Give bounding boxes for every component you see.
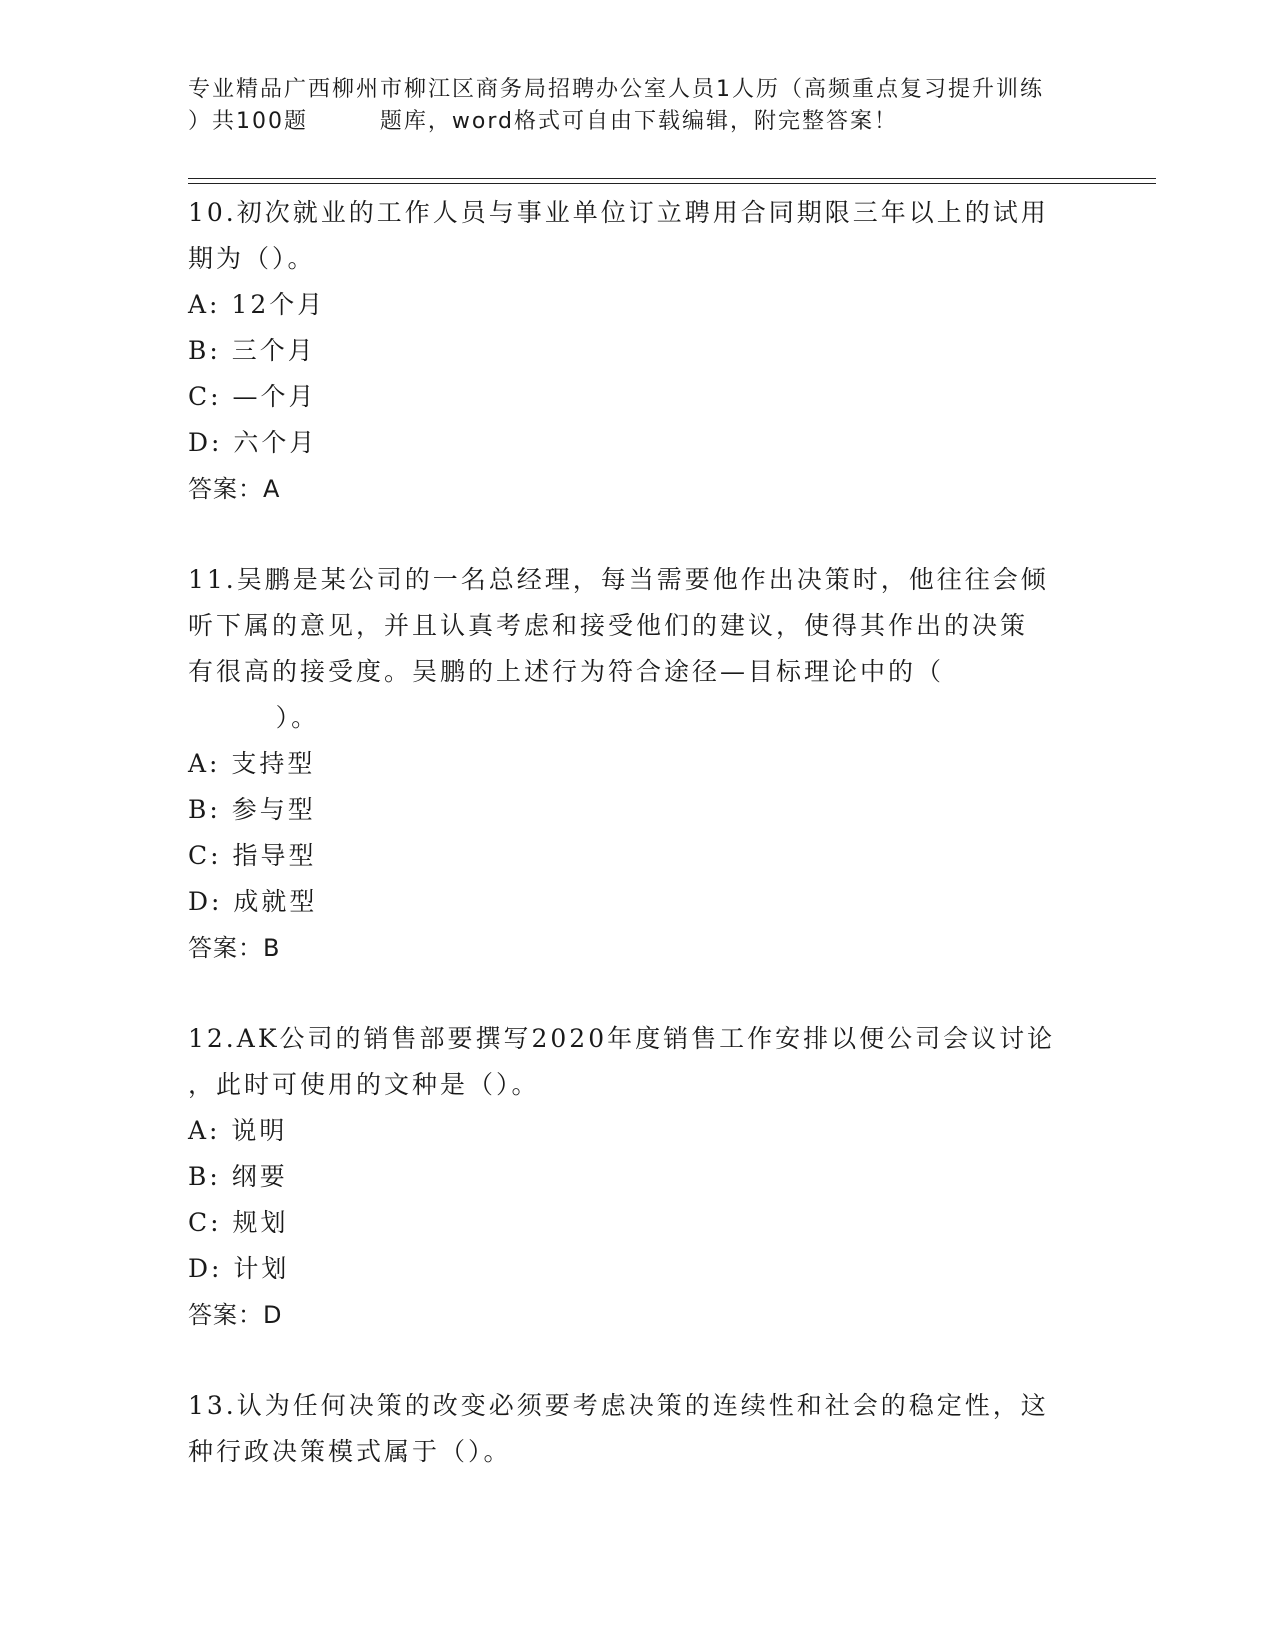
option-d: D: 六个月 xyxy=(188,428,318,457)
option-d: D: 成就型 xyxy=(188,887,318,916)
question-12 xyxy=(188,1016,1088,1338)
question-text-line: 期为（）。 xyxy=(188,244,316,273)
question-10 xyxy=(188,190,1088,512)
question-text-line: 11.吴鹏是某公司的一名总经理，每当需要他作出决策时，他往往会倾 xyxy=(188,565,1049,594)
question-text-line: 10.初次就业的工作人员与事业单位订立聘用合同期限三年以上的试用 xyxy=(188,198,1049,227)
header-title-line-2: ）共100题 题库，word格式可自由下载编辑，附完整答案！ xyxy=(188,109,899,134)
question-13 xyxy=(188,1383,1088,1475)
option-a: A: 12个月 xyxy=(188,290,326,319)
question-text-line: 听下属的意见，并且认真考虑和接受他们的建议，使得其作出的决策 xyxy=(188,611,1029,640)
question-list xyxy=(188,190,1088,1475)
option-a: A: 支持型 xyxy=(188,749,316,778)
header-divider-top xyxy=(188,178,1156,179)
answer-label: 答案：A xyxy=(188,475,281,503)
document-header xyxy=(188,74,1088,138)
question-11 xyxy=(188,557,1088,971)
question-spacer xyxy=(188,1338,1088,1383)
answer-label: 答案：D xyxy=(188,1301,283,1329)
question-text-line: 种行政决策模式属于（）。 xyxy=(188,1437,512,1466)
header-title-line-1: 专业精品广西柳州市柳江区商务局招聘办公室人员1人历（高频重点复习提升训练 xyxy=(188,77,1044,102)
question-spacer xyxy=(188,971,1088,1016)
question-text-line: 有很高的接受度。吴鹏的上述行为符合途径—目标理论中的（ xyxy=(188,657,945,686)
question-spacer xyxy=(188,512,1088,557)
option-b: B: 参与型 xyxy=(188,795,316,824)
option-a: A: 说明 xyxy=(188,1116,288,1145)
option-c: C: 规划 xyxy=(188,1208,289,1237)
answer-label: 答案：B xyxy=(188,934,281,962)
option-c: C: 指导型 xyxy=(188,841,317,870)
option-b: B: 纲要 xyxy=(188,1162,288,1191)
option-c: C: —个月 xyxy=(188,382,317,411)
question-text-line: ，此时可使用的文种是（）。 xyxy=(188,1070,540,1099)
option-b: B: 三个月 xyxy=(188,336,316,365)
question-text-line: ）。 xyxy=(188,703,320,732)
option-d: D: 计划 xyxy=(188,1254,290,1283)
question-text-line: 13.认为任何决策的改变必须要考虑决策的连续性和社会的稳定性，这 xyxy=(188,1391,1049,1420)
header-divider-bottom xyxy=(188,183,1156,184)
question-text-line: 12.AK公司的销售部要撰写2020年度销售工作安排以便公司会议讨论 xyxy=(188,1024,1056,1053)
